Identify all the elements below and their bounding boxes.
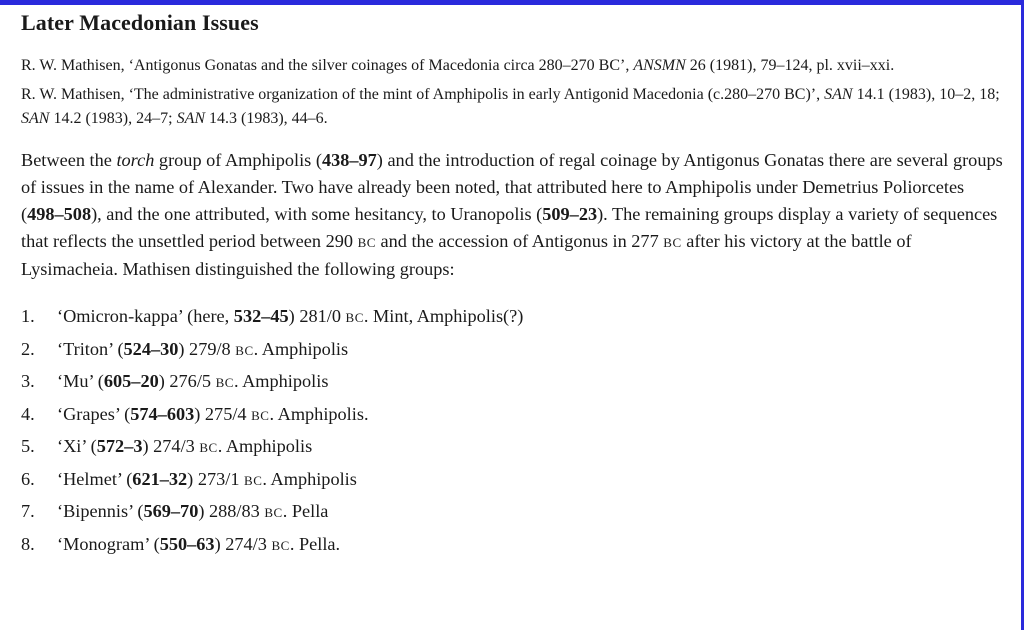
group-bc: BC — [264, 505, 283, 521]
group-range: 550–63 — [159, 533, 215, 554]
intro-paragraph — [21, 147, 1011, 283]
list-item — [21, 529, 1011, 562]
group-bc: BC — [345, 310, 364, 326]
group-mint: . Amphipolis — [233, 371, 329, 392]
group-range: 572–3 — [96, 436, 143, 457]
intro-text: ), and the one attributed, with some hesitancy, to Uranopolis ( — [91, 204, 543, 224]
ref-journal: SAN — [824, 86, 853, 103]
group-bc: BC — [271, 537, 290, 553]
group-range: 532–45 — [233, 306, 289, 327]
intro-text: ) and the introduction of regal coinage by Antigonus Gonatas there are several groups of issues in the name of Alexander. Two have already been noted, that attributed here to Amphipolis under Demetrius Poliorcetes ( — [21, 150, 1003, 224]
intro-text: and the accession of Antigonus in 277 — [375, 231, 664, 251]
group-close: ) — [198, 501, 209, 522]
group-name: ‘Helmet’ ( — [57, 468, 133, 489]
group-range: 524–30 — [123, 338, 179, 359]
group-date: 281/0 — [299, 306, 341, 327]
reference-1 — [21, 54, 1011, 78]
group-name: ‘Xi’ ( — [57, 436, 97, 457]
list-item — [21, 334, 1011, 367]
list-item — [21, 301, 1011, 334]
group-range: 605–20 — [103, 371, 159, 392]
group-name: ‘Triton’ ( — [57, 338, 124, 359]
group-mint: . Pella — [282, 501, 329, 522]
list-item — [21, 399, 1011, 432]
group-close: ) — [288, 306, 300, 327]
group-date: 274/3 — [225, 533, 267, 554]
group-close: ) — [158, 371, 170, 392]
group-mint: . Pella. — [289, 533, 341, 554]
top-border — [0, 0, 1024, 5]
item-number: 1. — [21, 306, 35, 327]
ref-details: 14.3 (1983), 44–6. — [205, 110, 328, 127]
item-number: 7. — [21, 501, 35, 522]
group-date: 275/4 — [204, 403, 247, 424]
group-date: 274/3 — [153, 436, 195, 457]
group-range: 574–603 — [130, 403, 195, 424]
group-date: 276/5 — [169, 371, 212, 392]
group-date: 279/8 — [189, 338, 231, 359]
group-bc: BC — [199, 440, 218, 456]
reference-2 — [21, 83, 1011, 131]
group-close: ) — [194, 403, 205, 424]
intro-range: 438–97 — [321, 150, 377, 170]
ref-journal: ANSMN — [633, 57, 686, 74]
group-mint: . Amphipolis. — [269, 403, 369, 424]
item-number: 3. — [21, 371, 35, 392]
group-bc: BC — [215, 375, 234, 391]
group-name: ‘Monogram’ ( — [57, 533, 160, 554]
item-number: 4. — [21, 403, 35, 424]
ref-details: 14.1 (1983), 10–2, 18; — [852, 86, 1000, 103]
group-mint: . Amphipolis — [253, 338, 349, 359]
list-item — [21, 366, 1011, 399]
group-mint: . Amphipolis — [262, 468, 357, 489]
group-date: 273/1 — [197, 468, 240, 489]
list-item — [21, 496, 1011, 529]
group-name: ‘Mu’ ( — [57, 371, 104, 392]
references — [21, 54, 1011, 131]
group-range: 621–32 — [132, 468, 188, 489]
ref-details: 14.2 (1983), 24–7; — [49, 110, 177, 127]
group-bc: BC — [251, 407, 270, 423]
group-bc: BC — [235, 342, 254, 358]
group-close: ) — [142, 436, 154, 457]
intro-range: 498–508 — [27, 204, 92, 224]
intro-range: 509–23 — [542, 204, 598, 224]
intro-text: after his victory at the battle of Lysimacheia. Mathisen distinguished the following groups: — [21, 231, 912, 279]
ref-journal: SAN — [21, 110, 50, 127]
group-mint: . Mint, Amphipolis(?) — [363, 306, 524, 327]
intro-torch: torch — [116, 150, 155, 170]
page-title: Later Macedonian Issues — [21, 10, 259, 35]
group-close: ) — [178, 338, 190, 359]
document-page — [21, 8, 1011, 561]
item-number: 5. — [21, 436, 35, 457]
group-close: ) — [214, 533, 226, 554]
item-number: 2. — [21, 338, 35, 359]
group-list — [21, 301, 1011, 561]
group-range: 569–70 — [143, 501, 199, 522]
group-name: ‘Omicron-kappa’ (here, — [57, 306, 234, 327]
intro-text: group of Amphipolis ( — [154, 150, 322, 170]
group-name: ‘Bipennis’ ( — [57, 501, 144, 522]
list-item — [21, 464, 1011, 497]
group-close: ) — [187, 468, 198, 489]
ref-details: 26 (1981), 79–124, pl. xvii–xxi. — [685, 57, 895, 74]
group-name: ‘Grapes’ ( — [57, 403, 131, 424]
group-bc: BC — [244, 472, 263, 488]
ref-author: R. W. Mathisen, — [21, 86, 129, 103]
ref-title: ‘Antigonus Gonatas and the silver coinages of Macedonia circa 280–270 BC’, — [128, 57, 634, 74]
intro-text: Between the — [21, 150, 117, 170]
ref-title: ‘The administrative organization of the mint of Amphipolis in early Antigonid Macedonia (c.280–270 BC)’, — [128, 86, 825, 103]
intro-bc: BC — [357, 235, 376, 250]
group-date: 288/83 — [209, 501, 260, 522]
item-number: 8. — [21, 533, 35, 554]
list-item — [21, 431, 1011, 464]
group-mint: . Amphipolis — [217, 436, 313, 457]
ref-journal: SAN — [176, 110, 206, 127]
item-number: 6. — [21, 468, 35, 489]
ref-author: R. W. Mathisen, — [21, 57, 129, 74]
intro-text: ). The remaining groups display a variety of sequences that reflects the unsettled period between 290 — [21, 204, 998, 251]
intro-bc: BC — [663, 235, 682, 250]
